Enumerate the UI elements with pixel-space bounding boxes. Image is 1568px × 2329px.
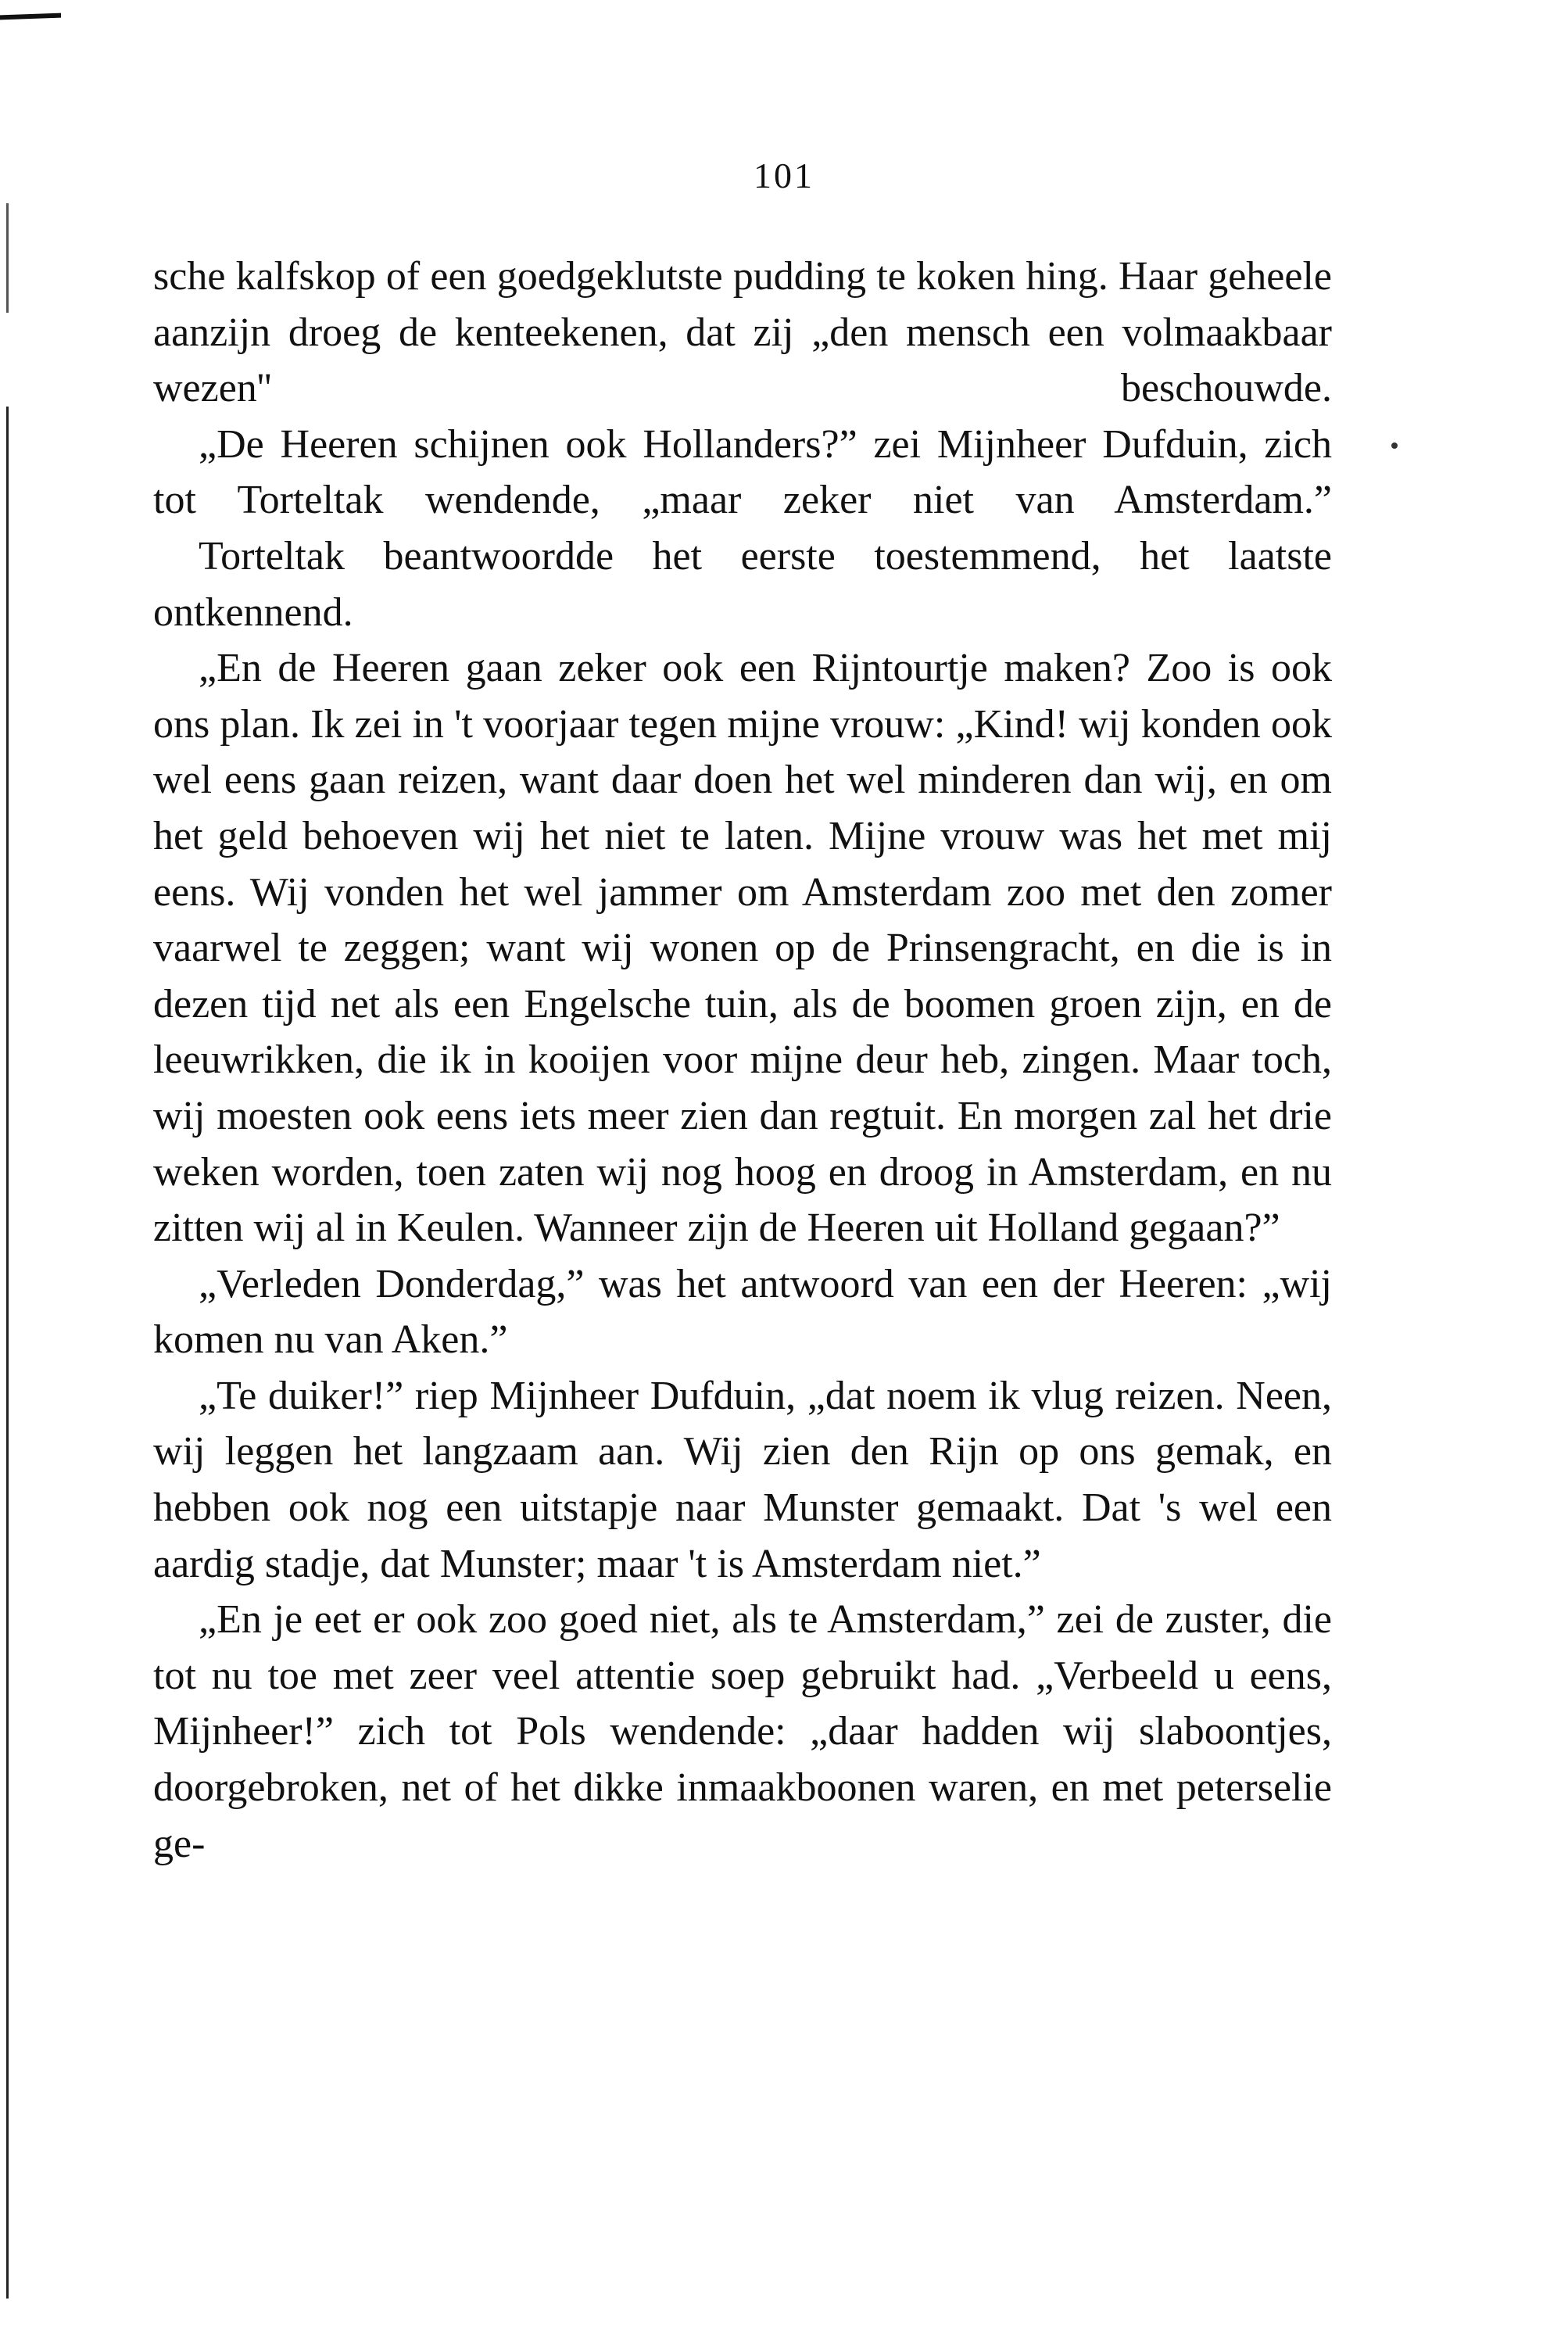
margin-dot xyxy=(1391,443,1398,449)
scan-edge-line xyxy=(6,407,9,2299)
paragraph-7: „En je eet er ook zoo goed niet, als te Amsterdam,” zei de zuster, die tot nu toe met zeer veel attentie soep gebruikt had. „Verbeeld u eens, Mijnheer!” zich tot Pols wendende: „daar hadden wij slaboontjes, doorgebroken, net of het dikke inmaakboonen waren, en met peterselie ge- xyxy=(153,1597,1332,1866)
body-text xyxy=(153,249,1332,1872)
paragraph-3: Torteltak beantwoordde het eerste toestemmend, het laatste ontkennend. xyxy=(153,533,1332,635)
paragraph-4: „En de Heeren gaan zeker ook een Rijntourtje maken? Zoo is ook ons plan. Ik zei in 't voorjaar tegen mijne vrouw: „Kind! wij konden ook wel eens gaan reizen, want daar doen het wel minderen dan wij, en om het geld behoeven wij het niet te laten. Mijne vrouw was het met mij eens. Wij vonden het wel jammer om Amsterdam zoo met den zomer vaarwel te zeggen; want wij wonen op de Prinsengracht, en die is in dezen tijd net als een Engelsche tuin, als de boomen groen zijn, en de leeuwrikken, die ik in kooijen voor mijne deur heb, zingen. Maar toch, wij moesten ook eens iets meer zien dan regtuit. En morgen zal het drie weken worden, toen zaten wij nog hoog en droog in Amsterdam, en nu zitten wij al in Keulen. Wanneer zijn de Heeren uit Holland gegaan?” xyxy=(153,646,1332,1251)
paragraph-1: sche kalfskop of een goedgeklutste pudding te koken hing. Haar geheele aanzijn droeg de kenteekenen, dat zij „den mensch een volmaakbaar wezen'' beschouwde. xyxy=(153,254,1332,411)
paragraph-2: „De Heeren schijnen ook Hollanders?” zei Mijnheer Dufduin, zich tot Torteltak wendende, „maar zeker niet van Amsterdam.” xyxy=(153,421,1332,523)
scan-edge-line-top xyxy=(6,203,9,313)
paragraph-6: „Te duiker!” riep Mijnheer Dufduin, „dat noem ik vlug reizen. Neen, wij leggen het langzaam aan. Wij zien den Rijn op ons gemak, en hebben ook nog een uitstapje naar Munster gemaakt. Dat 's wel een aardig stadje, dat Munster; maar 't is Amsterdam niet.” xyxy=(153,1373,1332,1586)
paragraph-5: „Verleden Donderdag,” was het antwoord van een der Heeren: „wij komen nu van Aken.” xyxy=(153,1261,1332,1363)
page-number: 101 xyxy=(754,156,814,195)
scan-corner-mark xyxy=(0,13,61,20)
